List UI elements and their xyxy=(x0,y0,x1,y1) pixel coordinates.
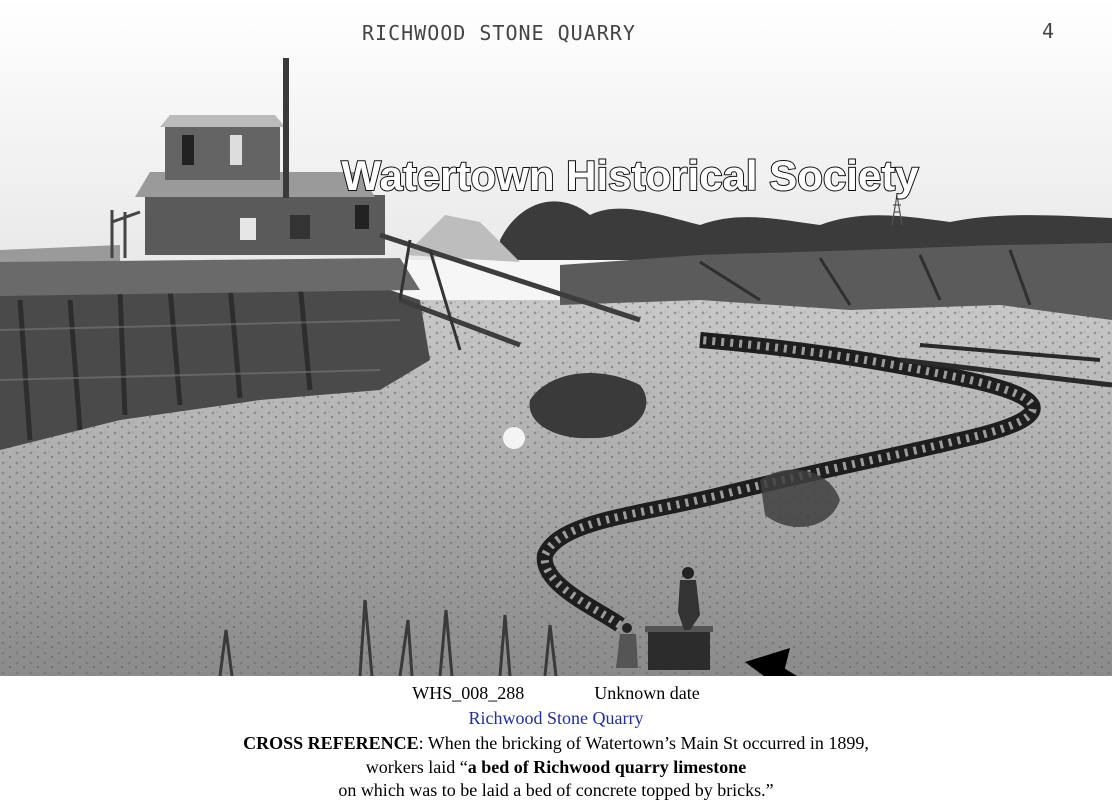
handwritten-title: RICHWOOD STONE QUARRY xyxy=(362,21,636,45)
watermark: Watertown Historical Society xyxy=(341,152,919,199)
mine-cart xyxy=(645,626,713,670)
corner-number: 4 xyxy=(1042,19,1056,43)
cross-reference-line xyxy=(0,732,1112,754)
concrete-line: on which was to be laid a bed of concrete topped by bricks.” xyxy=(338,780,774,800)
cross-reference-label: CROSS REFERENCE xyxy=(243,733,419,753)
caption-block xyxy=(0,676,1112,806)
cross-reference-text: : When the bricking of Watertown’s Main St occurred in 1899, xyxy=(418,733,869,753)
photo-date: Unknown date xyxy=(594,683,700,703)
workers-prefix: workers laid “ xyxy=(365,757,468,777)
catalog-id: WHS_008_288 xyxy=(412,683,525,703)
workers-bold-text: a bed of Richwood quarry limestone xyxy=(467,757,747,777)
photo-title: Richwood Stone Quarry xyxy=(468,708,644,728)
workers-line xyxy=(0,756,1112,778)
catalog-line xyxy=(0,682,1112,704)
